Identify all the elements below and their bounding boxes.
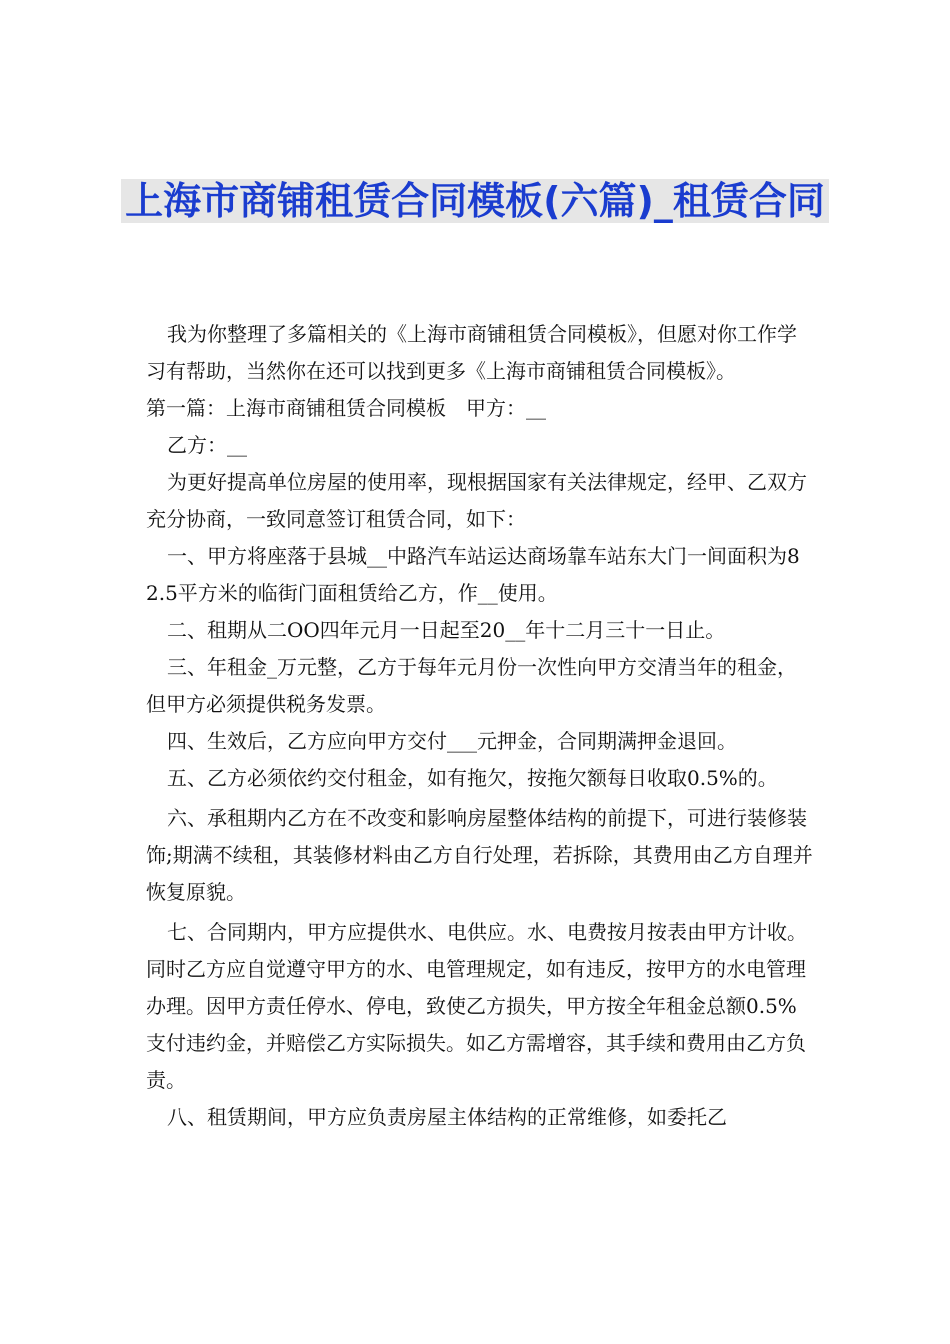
- title-block: [100, 176, 850, 226]
- clause-1: 一、甲方将座落于县城__中路汽车站运达商场靠车站东大门一间面积为82.5平方米的临街门面租赁给乙方，作__使用。: [146, 544, 800, 605]
- document-body: [146, 316, 816, 1136]
- clause-4: 四、生效后，乙方应向甲方交付___元押金，合同期满押金退回。: [167, 729, 737, 753]
- document-title: 上海市商铺租赁合同模板(六篇)_租赁合同: [121, 179, 829, 223]
- clause-2: 二、租期从二OO四年元月一日起至20__年十二月三十一日止。: [167, 618, 726, 642]
- clause-6: 六、承租期内乙方在不改变和影响房屋整体结构的前提下，可进行装修装饰;期满不续租，其装修材料由乙方自行处理，若拆除，其费用由乙方自理并恢复原貌。: [146, 806, 813, 904]
- clause-3: 三、年租金_万元整，乙方于每年元月份一次性向甲方交清当年的租金，但甲方必须提供税务发票。: [146, 655, 797, 716]
- party-b-line: 乙方：__: [167, 433, 247, 457]
- intro-paragraph: 我为你整理了多篇相关的《上海市商铺租赁合同模板》，但愿对你工作学习有帮助，当然你在还可以找到更多《上海市商铺租赁合同模板》。: [146, 322, 797, 383]
- clause-5: 五、乙方必须依约交付租金，如有拖欠，按拖欠额每日收取0.5%的。: [167, 766, 778, 790]
- clause-8: 八、租赁期间，甲方应负责房屋主体结构的正常维修，如委托乙: [167, 1105, 727, 1129]
- clause-7: 七、合同期内，甲方应提供水、电供应。水、电费按月按表由甲方计收。同时乙方应自觉遵守甲方的水、电管理规定，如有违反，按甲方的水电管理办理。因甲方责任停水、停电，致使乙方损失，甲方按全年租金总额0.5%支付违约金，并赔偿乙方实际损失。如乙方需增容，其手续和费用由乙方负责。: [146, 920, 807, 1092]
- preamble-paragraph: 为更好提高单位房屋的使用率，现根据国家有关法律规定，经甲、乙双方充分协商，一致同意签订租赁合同，如下：: [146, 470, 807, 531]
- section-heading-first: 第一篇：上海市商铺租赁合同模板 甲方：__: [146, 396, 546, 420]
